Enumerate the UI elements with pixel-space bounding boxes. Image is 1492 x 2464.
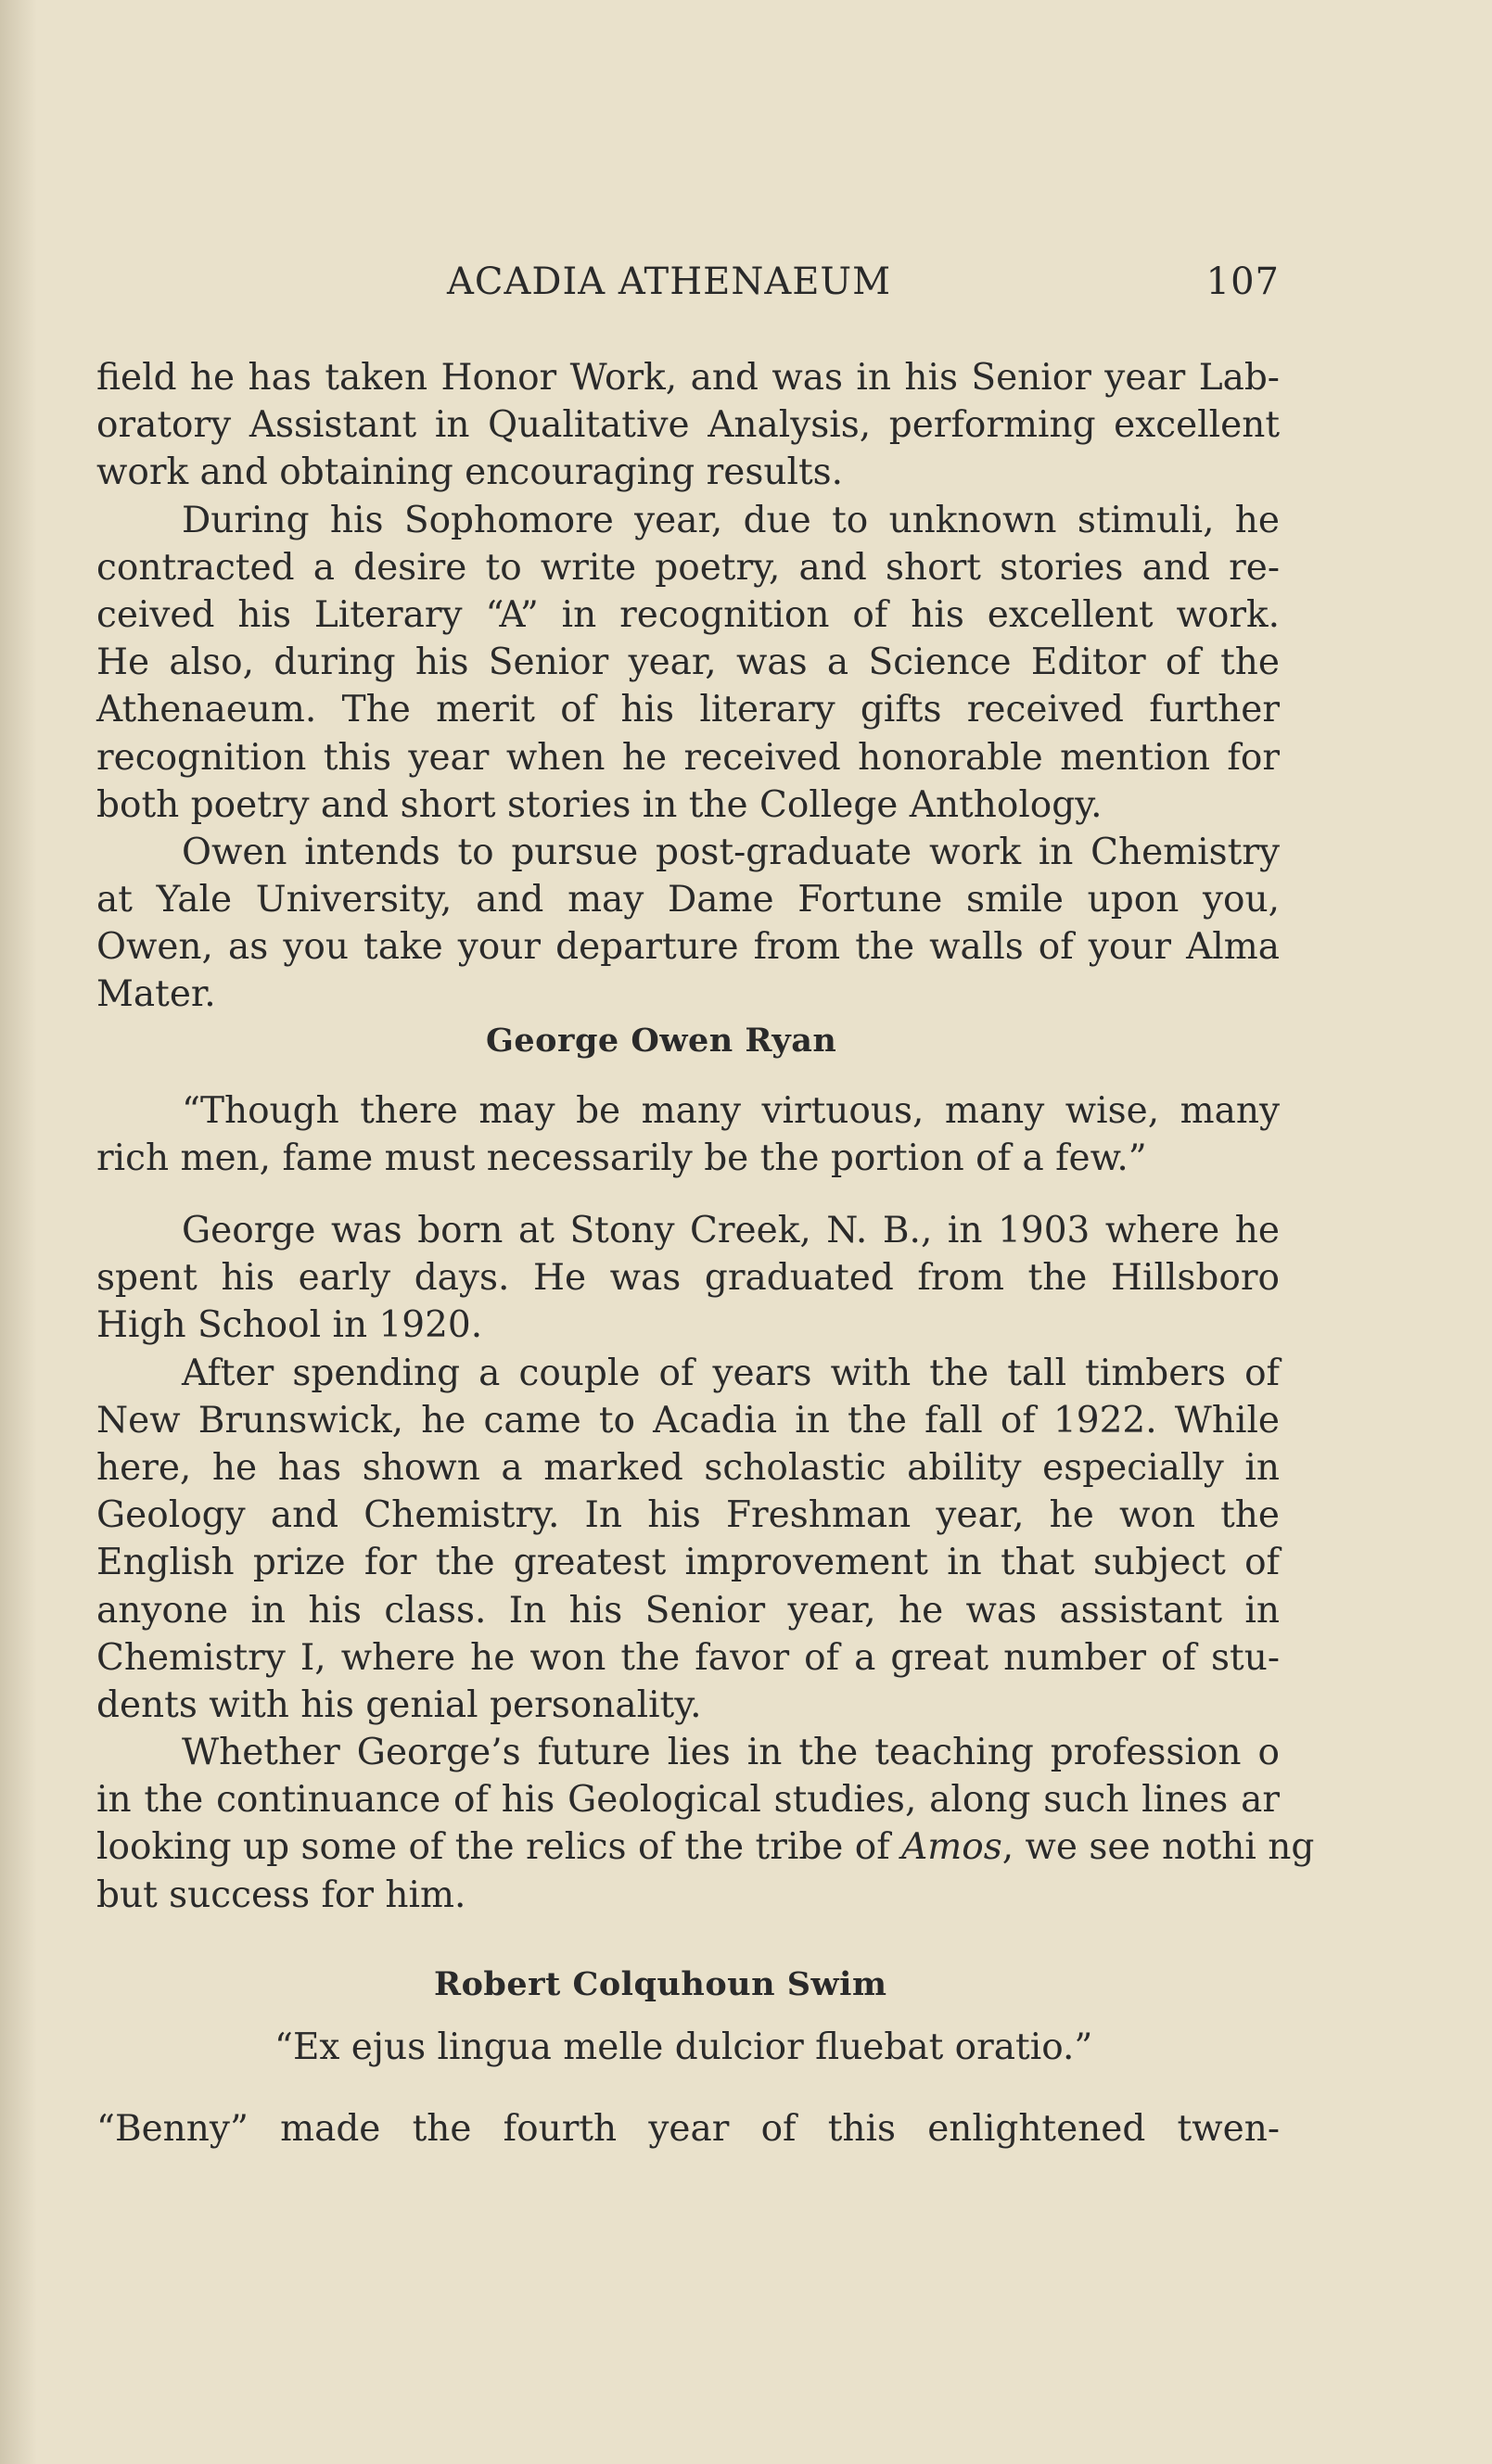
text-line: oratory Assistant in Qualitative Analysis, performing excellent [96, 404, 1280, 447]
text-line: High School in 1920. [96, 1304, 483, 1347]
text-line: Mater. [96, 973, 216, 1016]
text-line: dents with his genial personality. [96, 1683, 702, 1726]
epigraph-george [96, 1087, 1280, 1182]
text-line: recognition this year when he received honorable mention for [96, 736, 1280, 779]
text-line: Athenaeum. The merit of his literary gifts received further [96, 689, 1280, 731]
text-line: but success for him. [96, 1873, 466, 1916]
paragraph-block-robert [96, 2105, 1280, 2153]
paragraph-block-george [96, 1207, 1315, 1919]
text-line [96, 1823, 1315, 1871]
text-line: Owen, as you take your departure from the walls of your Alma [96, 926, 1280, 969]
text-line: During his Sophomore year, due to unknown stimuli, he [182, 499, 1280, 541]
running-header [96, 260, 1280, 307]
text-line: New Brunswick, he came to Acadia in the fall of 1922. While [96, 1399, 1280, 1442]
quote-line: rich men, fame must necessarily be the portion of a few.” [96, 1137, 1147, 1180]
text-fragment: looking up some of the relics of the tribe of [96, 1826, 890, 1869]
text-line: at Yale University, and may Dame Fortune smile upon you, [96, 879, 1280, 921]
text-line: Owen intends to pursue post-graduate work in Chemistry [182, 831, 1280, 873]
text-line: contracted a desire to write poetry, and short stories and re- [96, 546, 1280, 589]
text-line: Whether George’s future lies in the teaching profession o [182, 1732, 1280, 1774]
text-line: He also, during his Senior year, was a Science Editor of the [96, 641, 1280, 684]
text-line: Chemistry I, where he won the favor of a great number of stu- [96, 1636, 1280, 1679]
text-line: in the continuance of his Geological studies, along such lines ar [96, 1779, 1280, 1822]
page-edge-shadow [0, 0, 37, 2464]
text-line: Geology and Chemistry. In his Freshman year, he won the [96, 1494, 1280, 1537]
text-line: here, he has shown a marked scholastic ability especially in [96, 1446, 1280, 1489]
text-line: George was born at Stony Creek, N. B., in 1903 where he [182, 1210, 1280, 1251]
text-line: work and obtaining encouraging results. [96, 451, 844, 494]
text-line: anyone in his class. In his Senior year, he was assistant in [96, 1589, 1280, 1632]
text-fragment: , we see nothi ng [1001, 1826, 1315, 1869]
text-line: “Benny” made the fourth year of this enlightened twen- [96, 2108, 1280, 2150]
text-line: ceived his Literary “A” in recognition of his excellent work. [96, 593, 1280, 636]
text-line: field he has taken Honor Work, and was in his Senior year Lab- [96, 357, 1280, 399]
page-number: 107 [1205, 260, 1280, 303]
quote-line: “Though there may be many virtuous, many wise, many [182, 1090, 1280, 1132]
epigraph-robert: “Ex ejus lingua melle dulcior fluebat oratio.” [274, 2026, 1093, 2068]
section-heading-robert-colquhoun-swim: Robert Colquhoun Swim [434, 1965, 887, 2003]
text-line: English prize for the greatest improvement in that subject of [96, 1542, 1280, 1584]
journal-title: ACADIA ATHENAEUM [447, 260, 892, 303]
text-line: After spending a couple of years with the tall timbers of [182, 1352, 1280, 1394]
text-line: both poetry and short stories in the College Anthology. [96, 783, 1103, 826]
italic-name: Amos [901, 1826, 1002, 1869]
text-line: spent his early days. He was graduated from the Hillsboro [96, 1257, 1280, 1300]
paragraph-block-owen [96, 354, 1280, 1019]
section-heading-george-owen-ryan: George Owen Ryan [486, 1022, 837, 1060]
